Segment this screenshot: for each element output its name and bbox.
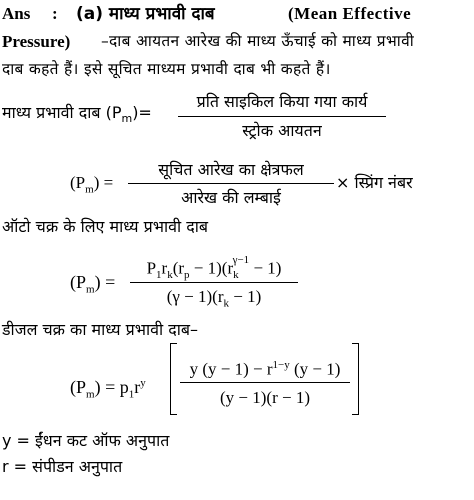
eq2-denominator <box>128 188 334 208</box>
eq1-lhs <box>2 103 152 129</box>
otto-num-d-sup: γ−1 <box>232 254 250 266</box>
pressure-word <box>2 32 70 52</box>
colon-text: : <box>52 4 58 23</box>
section-title-text: (a) माध्य प्रभावी दाब <box>76 4 215 24</box>
diesel-num-a-sup: 1−y <box>272 359 290 371</box>
eq1-denominator <box>178 121 386 141</box>
definition-line-2 <box>2 59 331 79</box>
legend-r-text: r = संपीडन अनुपात <box>2 457 123 476</box>
otto-num-b-sub: k <box>167 269 173 282</box>
legend-y-text: y = ईंधन कट ऑफ अनुपात <box>2 431 170 450</box>
otto-num-b: r <box>161 258 168 278</box>
definition-line-2-text: दाब कहते हैं। इसे सूचित माध्यम प्रभावी दाब भी कहते हैं। <box>2 60 331 78</box>
eq1-lhs-text: माध्य प्रभावी दाब (P <box>2 103 122 122</box>
eq2-tail-text: × स्प्रिंग नंबर <box>336 173 413 192</box>
eq2-lhs-sub: m <box>85 183 94 196</box>
eq1-numerator-text: प्रति साइकिल किया गया कार्य <box>196 92 368 111</box>
section-title <box>76 4 215 24</box>
eq1-lhs-end: )= <box>132 103 152 122</box>
diesel-lhs-r-sup: y <box>140 377 146 389</box>
definition-line-1-text: –दाब आयतन आरेख की माध्य ऊँचाई को माध्य प्रभावी <box>101 32 415 50</box>
diesel-lhs-end: ) = p <box>94 377 129 397</box>
diesel-lhs-sub: m <box>86 388 95 401</box>
otto-lhs-end: ) = <box>94 272 116 292</box>
diesel-num-a: y (y − 1) − r <box>189 359 273 379</box>
otto-num-d-sub: k <box>233 269 239 282</box>
otto-num-a: P <box>146 258 157 278</box>
diesel-numerator <box>180 355 350 380</box>
otto-num-d: − 1)(r <box>189 258 234 278</box>
eq2-lhs-end: ) = <box>93 173 114 192</box>
otto-den-sub: k <box>223 297 229 310</box>
otto-numerator <box>130 254 298 285</box>
otto-num-c: (r <box>172 258 185 278</box>
legend-y <box>2 431 169 451</box>
otto-lhs-text: (P <box>70 272 87 292</box>
otto-num-e: − 1) <box>249 258 282 278</box>
eq1-lhs-sub: m <box>121 112 133 126</box>
otto-den-end: − 1) <box>229 287 262 306</box>
otto-num-a-sub: 1 <box>156 269 162 282</box>
otto-fraction-bar <box>130 282 298 283</box>
otto-denominator <box>130 287 298 313</box>
diesel-den-text: (y − 1)(r − 1) <box>220 388 310 407</box>
eq2-numerator-text: सूचित आरेख का क्षेत्रफल <box>158 160 304 179</box>
section-title-english <box>288 4 411 24</box>
section-title-english-text: (Mean Effective <box>288 4 412 23</box>
answer-colon <box>52 4 58 24</box>
answer-label <box>2 4 30 24</box>
diesel-heading <box>2 320 198 340</box>
otto-heading-text: ऑटो चक्र के लिए माध्य प्रभावी दाब <box>2 217 208 236</box>
legend-r <box>2 457 122 477</box>
diesel-num-b: (y − 1) <box>289 359 341 379</box>
otto-den-text: (γ − 1)(r <box>166 287 224 306</box>
eq1-numerator <box>178 92 386 112</box>
eq2-numerator <box>128 160 334 180</box>
diesel-lhs-p-sub: 1 <box>128 388 135 401</box>
otto-num-c-sub: p <box>184 269 190 282</box>
diesel-lhs-r: r <box>134 377 141 397</box>
eq1-fraction-bar <box>178 116 386 117</box>
diesel-heading-text: डीजल चक्र का माध्य प्रभावी दाब– <box>2 320 199 339</box>
diesel-fraction-bar <box>180 382 350 383</box>
eq2-tail <box>336 173 413 193</box>
ans-text: Ans <box>2 4 31 23</box>
otto-lhs-sub: m <box>86 283 95 296</box>
eq2-lhs <box>70 173 113 199</box>
eq2-denominator-text: आरेख की लम्बाई <box>181 188 281 207</box>
pressure-word-text: Pressure) <box>2 32 71 51</box>
diesel-lhs <box>70 373 146 405</box>
eq2-lhs-text: (P <box>70 173 86 192</box>
otto-lhs <box>70 272 115 300</box>
diesel-bracket-left <box>170 343 177 415</box>
diesel-lhs-text: (P <box>70 377 87 397</box>
eq2-fraction-bar <box>128 183 334 184</box>
eq1-denominator-text: स्ट्रोक आयतन <box>242 121 322 140</box>
definition-line-1 <box>101 31 414 51</box>
diesel-denominator <box>180 388 350 408</box>
diesel-bracket-right <box>352 343 359 415</box>
otto-heading <box>2 217 208 237</box>
